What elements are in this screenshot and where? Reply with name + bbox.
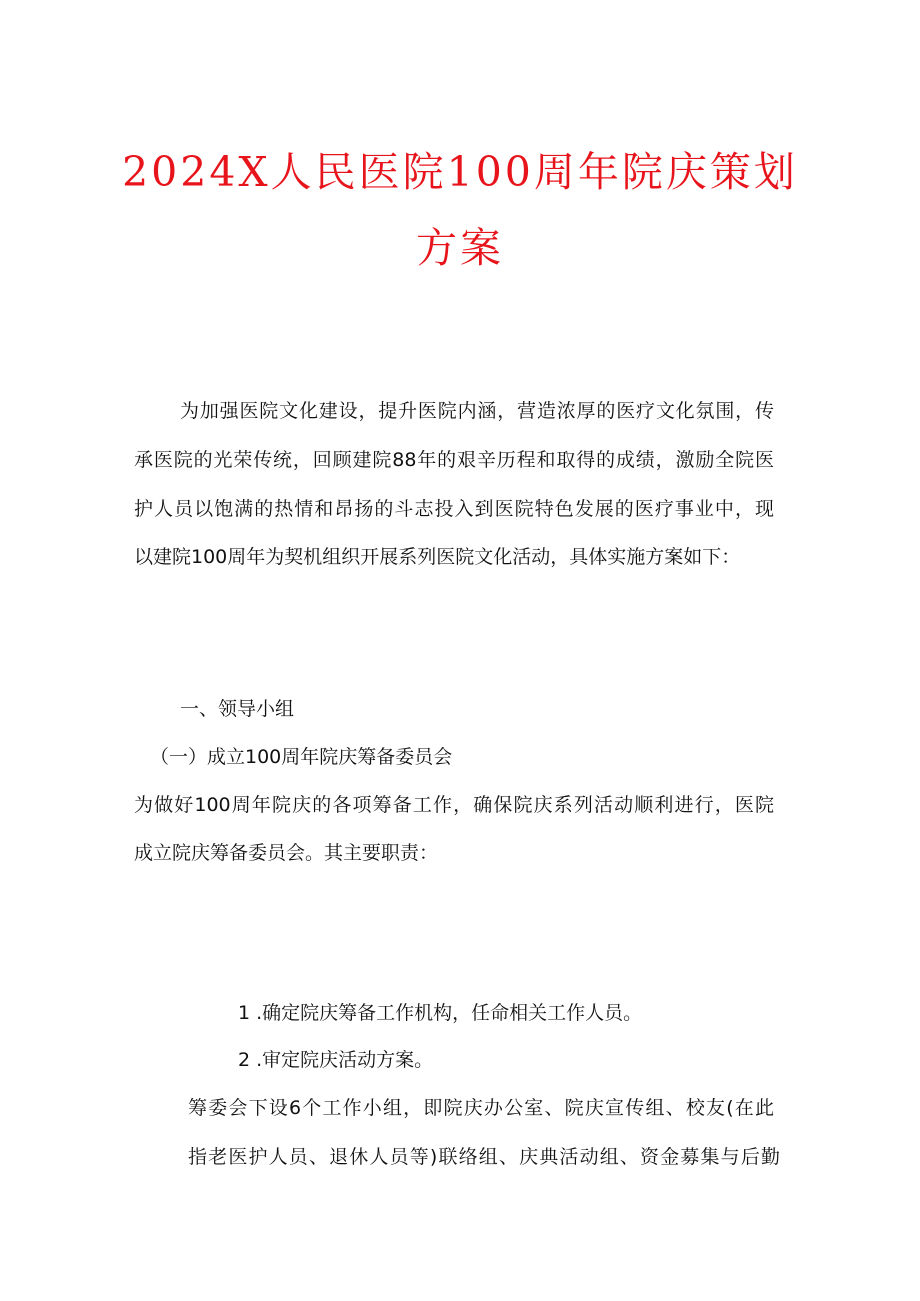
section-1-heading: 一、领导小组 xyxy=(180,698,295,720)
subsection-1-body-line-1: 为做好100周年院庆的各项筹备工作，确保院庆系列活动顺利进行，医院 xyxy=(134,794,774,816)
duty-item-2: 2 .审定院庆活动方案。 xyxy=(238,1049,434,1071)
groups-line-1: 筹委会下设6个工作小组，即院庆办公室、院庆宣传组、校友(在此 xyxy=(188,1097,774,1119)
document-title-line-2: 方案 xyxy=(416,224,504,272)
duty-item-1: 1 .确定院庆筹备工作机构，任命相关工作人员。 xyxy=(238,1002,643,1024)
subsection-1-heading: （一）成立100周年院庆筹备委员会 xyxy=(150,746,453,768)
intro-line-1: 为加强医院文化建设，提升医院内涵，营造浓厚的医疗文化氛围，传 xyxy=(180,400,774,422)
document-title-line-1: 2024X人民医院100周年院庆策划 xyxy=(122,148,798,196)
subsection-1-body-line-2: 成立院庆筹备委员会。其主要职责： xyxy=(134,842,439,864)
intro-line-3: 护人员以饱满的热情和昂扬的斗志投入到医院特色发展的医疗事业中，现 xyxy=(134,498,774,520)
groups-line-2: 指老医护人员、退休人员等)联络组、庆典活动组、资金募集与后勤 xyxy=(188,1146,780,1168)
intro-line-4: 以建院100周年为契机组织开展系列医院文化活动，具体实施方案如下： xyxy=(134,546,741,568)
intro-line-2: 承医院的光荣传统，回顾建院88年的艰辛历程和取得的成绩，激励全院医 xyxy=(134,449,774,471)
